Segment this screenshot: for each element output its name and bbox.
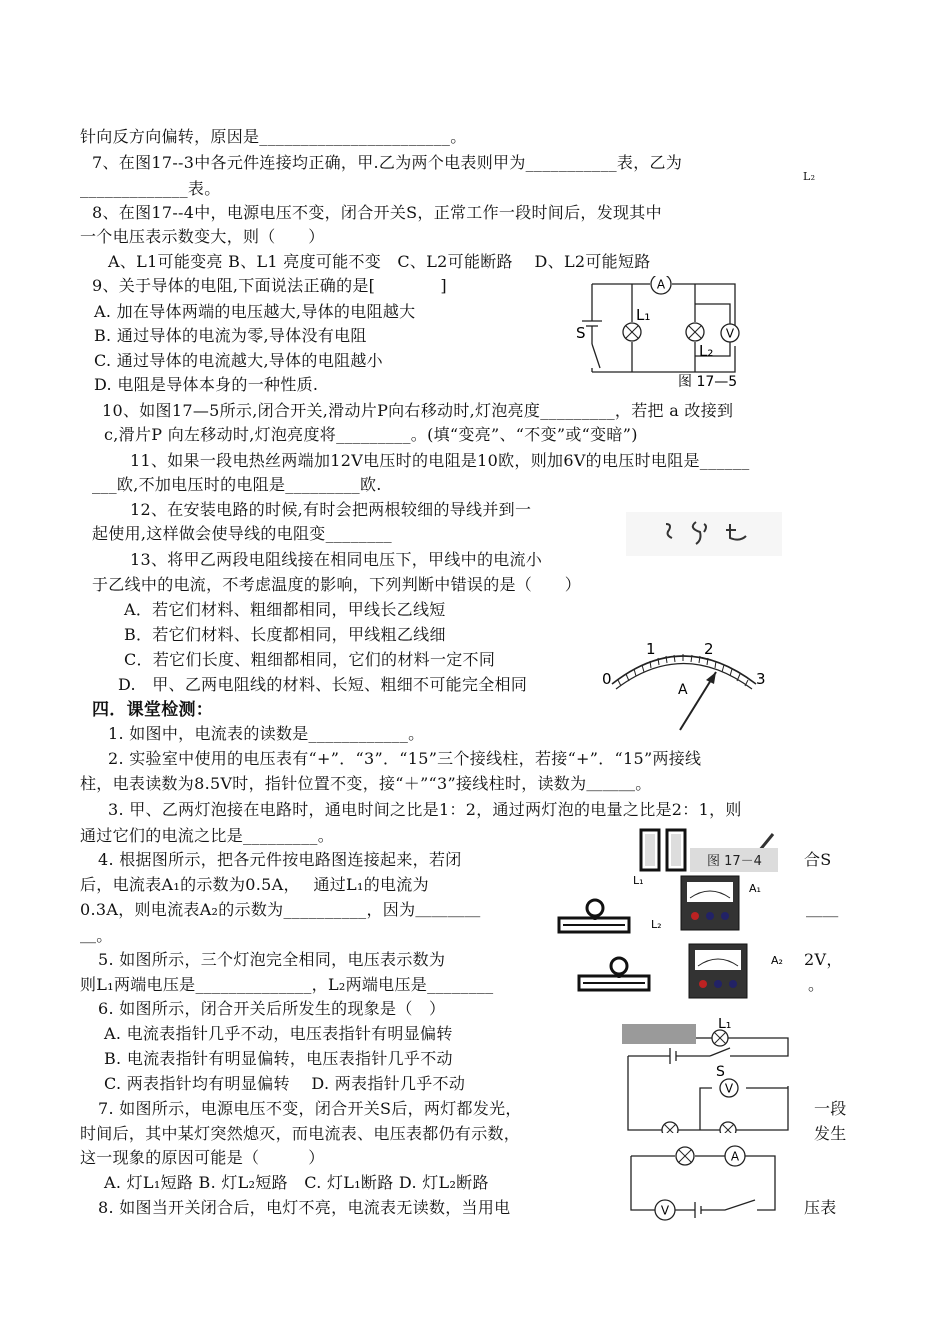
corner-label: L₂: [803, 170, 816, 183]
dial-tick-1: 1: [646, 640, 656, 658]
option-d: D. 电阻是导体本身的一种性质.: [94, 375, 319, 394]
text-line: _____________表。: [80, 179, 221, 198]
handwriting-image: [626, 512, 782, 556]
lamp-holder-icon: [579, 958, 649, 990]
svg-text:V: V: [725, 326, 735, 341]
text-line: 起使用,这样做会使导线的电阻变________: [92, 524, 392, 543]
option-b: B．若它们材料、长度都相同，甲线粗乙线细: [124, 625, 446, 644]
text-line: c,滑片P 向左移动时,灯泡亮度将_________。(填“变亮”、“不变”或“变暗”): [104, 425, 638, 444]
text-fragment: 。: [808, 975, 825, 994]
svg-text:A: A: [678, 682, 688, 698]
svg-text:L₂: L₂: [651, 918, 662, 931]
text-line: 则L₁两端电压是______________，L₂两端电压是________: [80, 975, 494, 994]
circuit-figure-q6: [620, 1018, 800, 1133]
option-a: A. 加在导体两端的电压越大,导体的电阻越大: [94, 302, 416, 321]
check-question-7: 7. 如图所示，电源电压不变，闭合开关S后，两灯都发光，: [98, 1099, 522, 1118]
section-heading: 四．课堂检测：: [92, 700, 214, 720]
text-line: 0.3A，则电流表A₂的示数为__________，因为＿＿＿＿: [80, 900, 481, 919]
check-question-2: 2. 实验室中使用的电压表有“+”．“3”．“15”三个接线柱，若接“+”．“15”两接线: [108, 749, 702, 768]
text-line: 这一现象的原因可能是（ ）: [80, 1148, 325, 1167]
question-10: 10、如图17—5所示,闭合开关,滑动片P向右移动时,灯泡亮度_________，若把 a 改接到: [102, 401, 734, 420]
text-fragment: 2V，: [804, 950, 843, 969]
option-b: B. 通过导体的电流为零,导体没有电阻: [94, 326, 367, 345]
text-fragment: ＿＿: [806, 900, 839, 919]
question-8: 8、在图17--4中，电源电压不变，闭合开关S，正常工作一段时间后，发现其中: [92, 203, 662, 222]
check-question-3: 3. 甲、乙两灯泡接在电路时，通电时间之比是1：2，通过两灯泡的电量之比是2：1，则: [108, 800, 742, 819]
ammeter-device-icon: [689, 944, 747, 998]
text-fragment: 一段: [814, 1099, 847, 1118]
text-line: 针向反方向偏转，原因是_______________________。: [80, 127, 467, 146]
svg-text:A₁: A₁: [749, 882, 761, 895]
option-cd: C. 两表指针均有明显偏转 D. 两表指针几乎不动: [104, 1074, 466, 1093]
option-b: B. 电流表指针有明显偏转，电压表指针几乎不动: [104, 1049, 453, 1068]
lamp-icon: [720, 1122, 736, 1133]
battery-icon: [641, 830, 659, 870]
circuit-figure-17-5: [570, 276, 760, 391]
svg-text:L₁: L₁: [633, 874, 644, 887]
svg-text:图 17－4: 图 17－4: [707, 854, 762, 869]
lamp-icon: [623, 323, 641, 341]
lamp-icon: [712, 1030, 728, 1046]
option-c: C．若它们长度、粗细都相同，它们的材料一定不同: [124, 650, 496, 669]
lamp-holder-icon: [559, 900, 629, 932]
text-line: 通过它们的电流之比是_________。: [80, 826, 335, 845]
dial-tick-2: 2: [704, 640, 714, 658]
question-12: 12、在安装电路的时候,有时会把两根较细的导线并到一: [130, 500, 532, 519]
svg-text:L₁: L₁: [718, 1018, 732, 1032]
options-line: A. 灯L₁短路 B. 灯L₂短路 C. 灯L₁断路 D. 灯L₂断路: [104, 1173, 489, 1192]
svg-text:V: V: [660, 1203, 670, 1218]
text-line: ＿。: [80, 926, 113, 945]
text-line: 时间后，其中某灯突然熄灭，而电流表、电压表都仍有示数，: [80, 1124, 521, 1143]
question-11: 11、如果一段电热丝两端加12V电压时的电阻是10欧，则加6V的电压时电阻是______: [130, 451, 750, 470]
ammeter-dial: [598, 636, 768, 746]
svg-text:S: S: [716, 1064, 725, 1080]
text-line: 柱，电表读数为8.5V时，指针位置不变，接“＋”“3”接线柱时，读数为＿＿＿。: [80, 774, 652, 793]
circuit-figure-q8: [625, 1140, 790, 1226]
battery-icon: [667, 830, 685, 870]
question-9: 9、关于导体的电阻,下面说法正确的是[ ]: [92, 276, 447, 295]
text-fragment: 发生: [814, 1124, 847, 1143]
ammeter-device-icon: [681, 876, 739, 930]
svg-text:L₂: L₂: [699, 342, 714, 360]
text-line: ___欧,不加电压时的电阻是_________欧.: [92, 475, 382, 494]
components-kit-figure: [555, 826, 810, 1006]
option-a: A. 电流表指针几乎不动，电压表指针有明显偏转: [104, 1024, 453, 1043]
option-d: D. 甲、乙两电阻线的材料、长短、粗细不可能完全相同: [118, 675, 528, 694]
svg-text:V: V: [724, 1081, 734, 1096]
question-7: 7、在图17--3中各元件连接均正确，甲.乙为两个电表则甲为___________表，乙为: [92, 153, 683, 172]
dial-tick-3: 3: [756, 670, 766, 688]
option-a: A．若它们材料、粗细都相同，甲线长乙线短: [124, 600, 446, 619]
lamp-icon: [686, 323, 704, 341]
check-question-5: 5. 如图所示，三个灯泡完全相同，电压表示数为: [98, 950, 446, 969]
text-fragment: 压表: [804, 1198, 837, 1217]
options-line: A、L1可能变亮 B、L1 亮度可能不变 C、L2可能断路 D、L2可能短路: [108, 252, 651, 271]
dial-tick-0: 0: [602, 670, 612, 688]
text-line: 后，电流表A₁的示数为0.5A， 通过L₁的电流为: [80, 875, 429, 894]
svg-text:A: A: [730, 1149, 740, 1164]
check-question-4: 4. 根据图所示，把各元件按电路图连接起来，若闭: [98, 850, 462, 869]
text-line: 于乙线中的电流，不考虑温度的影响，下列判断中错误的是（ ）: [92, 575, 582, 594]
check-question-8: 8. 如图当开关闭合后，电灯不亮，电流表无读数，当用电: [98, 1198, 511, 1217]
check-question-1: 1. 如图中，电流表的读数是____________。: [108, 724, 425, 743]
check-question-6: 6. 如图所示，闭合开关后所发生的现象是（ ）: [98, 999, 446, 1018]
question-13: 13、将甲乙两段电阻线接在相同电压下，甲线中的电流小: [130, 550, 543, 569]
svg-text:A: A: [656, 277, 666, 292]
svg-text:图 17—5: 图 17—5: [678, 374, 738, 390]
option-c: C. 通过导体的电流越大,导体的电阻越小: [94, 351, 383, 370]
text-fragment: 合S: [804, 850, 832, 869]
lamp-icon: [662, 1122, 678, 1133]
svg-text:L₁: L₁: [636, 306, 651, 324]
svg-text:A₂: A₂: [771, 954, 783, 967]
svg-text:S: S: [576, 324, 586, 342]
lamp-icon: [676, 1147, 694, 1165]
text-line: 一个电压表示数变大，则（ ）: [80, 227, 325, 246]
